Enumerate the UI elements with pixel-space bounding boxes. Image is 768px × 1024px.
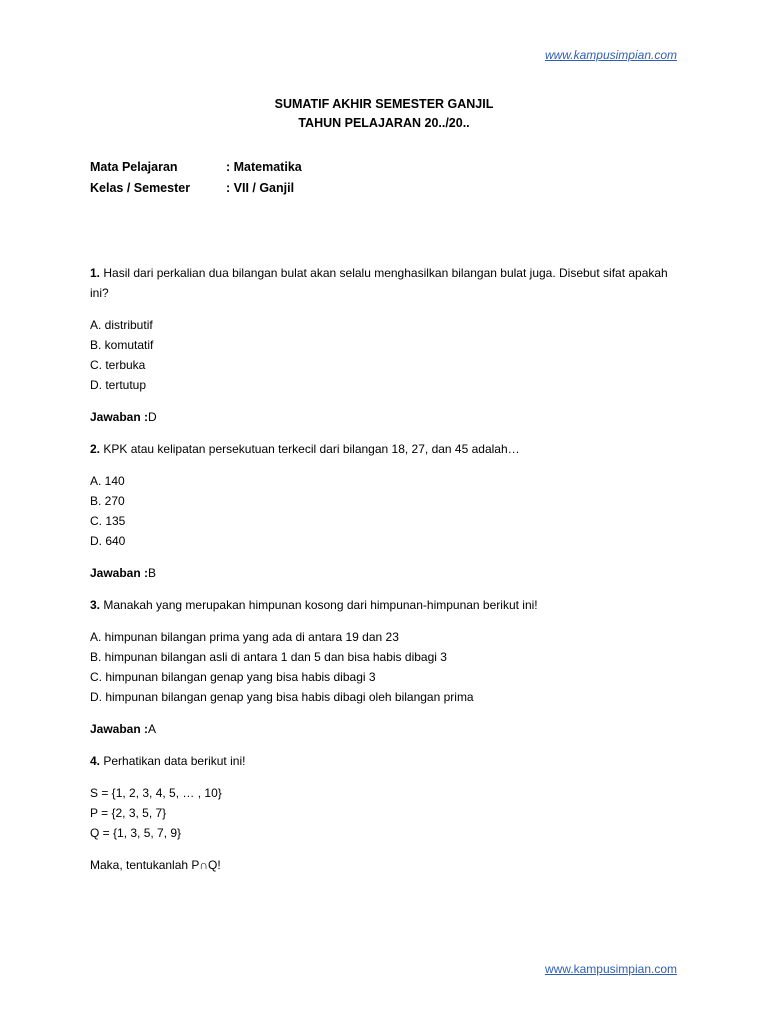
document-title <box>0 95 768 133</box>
answer-value: B <box>148 566 157 580</box>
meta-key: Mata Pelajaran <box>90 160 178 174</box>
header-link[interactable]: www.kampusimpian.com <box>544 48 677 62</box>
option: B. himpunan bilangan asli di antara 1 dan 5 dan bisa habis dibagi 3 <box>90 650 447 664</box>
question-number: 1. <box>90 266 101 280</box>
footer-link[interactable]: www.kampusimpian.com <box>544 962 677 976</box>
questions <box>90 263 680 887</box>
options-3 <box>90 627 680 707</box>
question-number: 3. <box>90 598 101 612</box>
set-definition: S = {1, 2, 3, 4, 5, … , 10} <box>90 786 222 800</box>
options-1 <box>90 315 680 395</box>
question-text: Manakah yang merupakan himpunan kosong dari himpunan-himpunan berikut ini! <box>103 598 538 612</box>
question-text: KPK atau kelipatan persekutuan terkecil dari bilangan 18, 27, dan 45 adalah… <box>103 442 520 456</box>
meta-value: : VII / Ganjil <box>226 181 295 195</box>
option: A. himpunan bilangan prima yang ada di antara 19 dan 23 <box>90 630 399 644</box>
set-definition: Q = {1, 3, 5, 7, 9} <box>90 826 182 840</box>
answer-value: D <box>148 410 157 424</box>
options-2 <box>90 471 680 551</box>
option: C. 135 <box>90 514 126 528</box>
meta-row-class <box>90 178 302 199</box>
answer-1 <box>90 407 680 427</box>
question-4 <box>90 751 680 771</box>
question-text: Perhatikan data berikut ini! <box>103 754 246 768</box>
set-definition: P = {2, 3, 5, 7} <box>90 806 167 820</box>
meta-value: : Matematika <box>226 160 302 174</box>
question-number: 4. <box>90 754 101 768</box>
answer-2 <box>90 563 680 583</box>
question-4-closing: Maka, tentukanlah P∩Q! <box>90 858 221 872</box>
option: B. 270 <box>90 494 125 508</box>
option: A. 140 <box>90 474 125 488</box>
option: D. 640 <box>90 534 126 548</box>
title-line-1: SUMATIF AKHIR SEMESTER GANJIL <box>274 97 494 111</box>
question-text: Hasil dari perkalian dua bilangan bulat akan selalu menghasilkan bilangan bulat juga. Disebut sifat apakah ini? <box>90 266 668 300</box>
subject-info <box>90 157 302 199</box>
answer-label: Jawaban : <box>90 566 149 580</box>
option: B. komutatif <box>90 338 154 352</box>
option: A. distributif <box>90 318 153 332</box>
question-1 <box>90 263 680 303</box>
title-line-2: TAHUN PELAJARAN 20../20.. <box>298 116 470 130</box>
question-2 <box>90 439 680 459</box>
meta-key: Kelas / Semester <box>90 181 191 195</box>
meta-row-subject <box>90 157 302 178</box>
answer-label: Jawaban : <box>90 722 149 736</box>
option: C. terbuka <box>90 358 146 372</box>
option: D. tertutup <box>90 378 147 392</box>
answer-value: A <box>148 722 157 736</box>
answer-3 <box>90 719 680 739</box>
question-3 <box>90 595 680 615</box>
option: C. himpunan bilangan genap yang bisa habis dibagi 3 <box>90 670 376 684</box>
sets-4 <box>90 783 680 843</box>
option: D. himpunan bilangan genap yang bisa habis dibagi oleh bilangan prima <box>90 690 474 704</box>
answer-label: Jawaban : <box>90 410 149 424</box>
question-number: 2. <box>90 442 101 456</box>
